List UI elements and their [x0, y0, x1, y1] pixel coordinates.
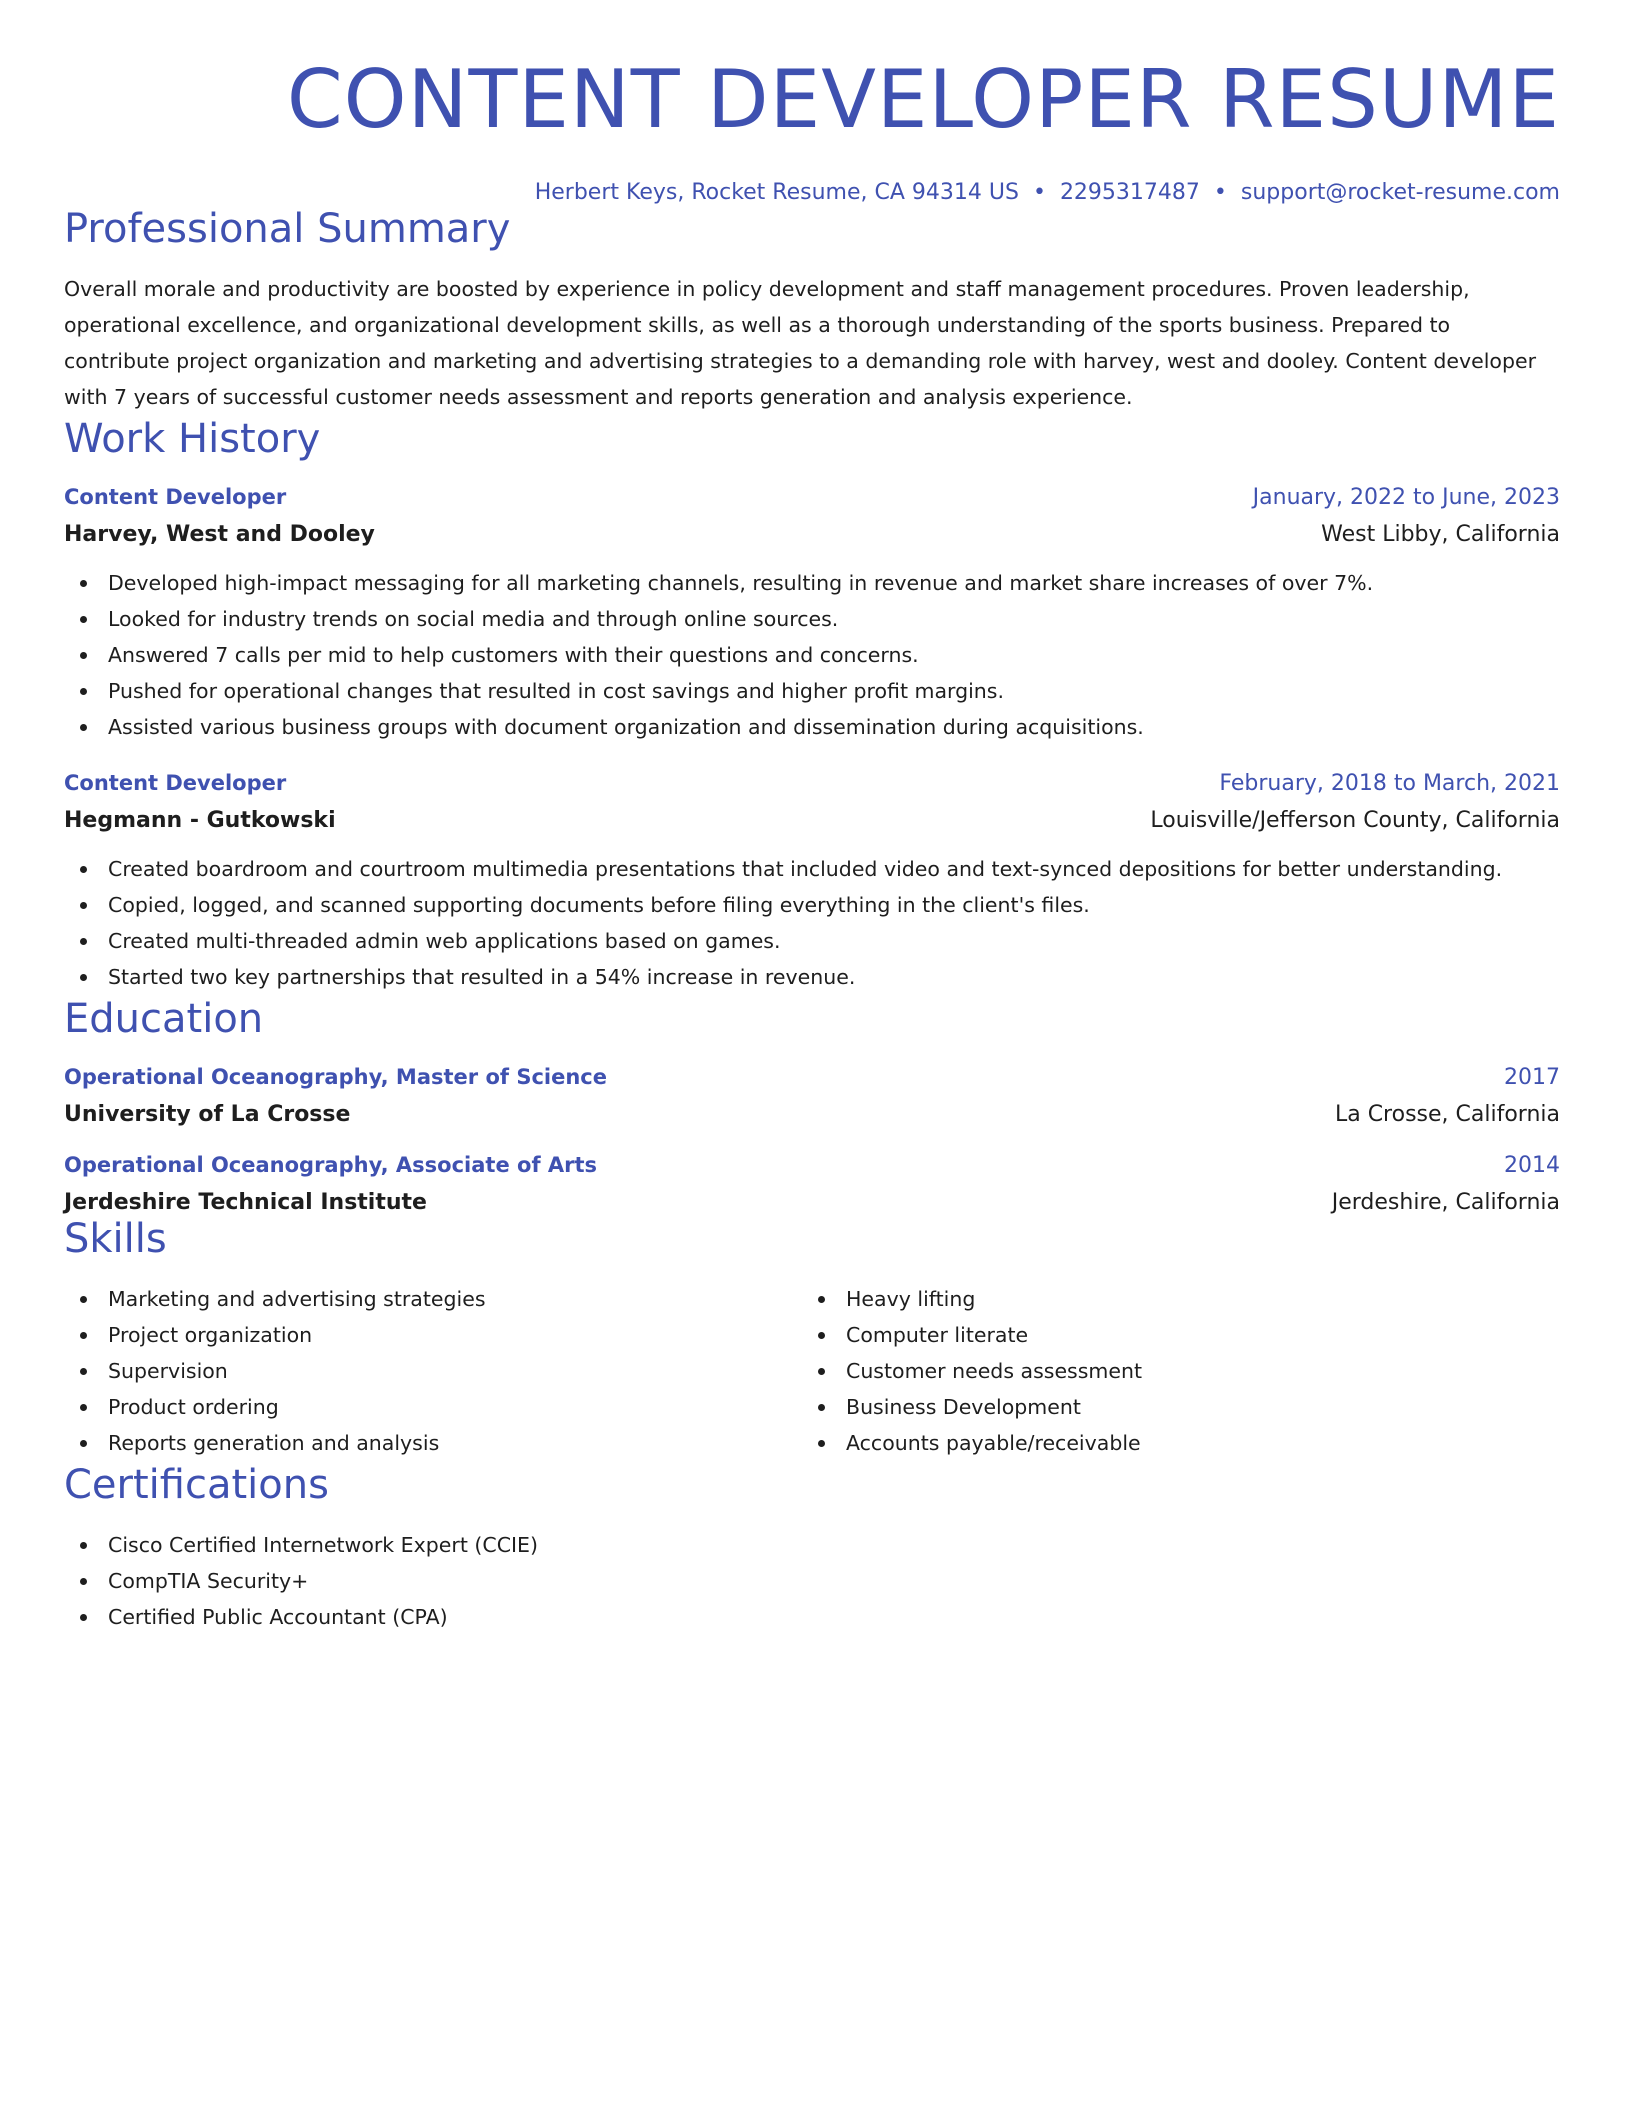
job-location: Louisville/Jefferson County, California	[1150, 808, 1560, 833]
list-item: Computer literate	[802, 1317, 1540, 1353]
job-bullets	[64, 851, 1560, 995]
summary-text: Overall morale and productivity are boosted by experience in policy development and staff management procedures. Proven leadership, operational excellence, and organizational development skills, as well as a thorough understanding of the sports business. Prepared to contribute project organization and marketing and advertising strategies to a demanding role with harvey, west and dooley. Content developer with 7 years of successful customer needs assessment and reports generation and analysis experience.	[64, 277, 1537, 409]
education-school: Jerdeshire Technical Institute	[64, 1190, 427, 1215]
section-heading-education: Education	[64, 996, 264, 1042]
job-dates: January, 2022 to June, 2023	[1252, 485, 1560, 510]
contact-separator: •	[1213, 180, 1227, 205]
resume-title: CONTENT DEVELOPER RESUME	[286, 53, 1560, 146]
list-item: Pushed for operational changes that resulted in cost savings and higher profit margins.	[64, 673, 1560, 709]
contact-address: Herbert Keys, Rocket Resume, CA 94314 US	[534, 180, 1019, 205]
education-degree: Operational Oceanography, Master of Science	[64, 1065, 607, 1089]
education-entry	[64, 1065, 1560, 1127]
list-item: CompTIA Security+	[64, 1563, 1560, 1599]
education-school: University of La Crosse	[64, 1102, 351, 1127]
skills-list-right	[802, 1281, 1540, 1461]
list-item: Heavy lifting	[802, 1281, 1540, 1317]
list-item: Developed high-impact messaging for all marketing channels, resulting in revenue and market share increases of over 7%.	[64, 565, 1560, 601]
job-location: West Libby, California	[1321, 522, 1560, 547]
job-entry	[64, 771, 1560, 995]
job-dates: February, 2018 to March, 2021	[1219, 771, 1560, 796]
education-entry	[64, 1153, 1560, 1215]
list-item: Cisco Certified Internetwork Expert (CCIE)	[64, 1527, 1560, 1563]
contact-phone: 2295317487	[1059, 180, 1200, 205]
list-item: Assisted various business groups with document organization and dissemination during acquisitions.	[64, 709, 1560, 745]
list-item: Project organization	[64, 1317, 802, 1353]
job-company: Harvey, West and Dooley	[64, 522, 375, 547]
list-item: Created boardroom and courtroom multimedia presentations that included video and text-synced depositions for better understanding.	[64, 851, 1560, 887]
job-role: Content Developer	[64, 771, 287, 795]
education-year: 2014	[1504, 1153, 1560, 1178]
section-heading-certifications: Certifications	[64, 1462, 329, 1508]
education-degree: Operational Oceanography, Associate of Arts	[64, 1153, 598, 1177]
section-heading-skills: Skills	[64, 1216, 167, 1262]
section-heading-work: Work History	[64, 416, 321, 462]
list-item: Created multi-threaded admin web applications based on games.	[64, 923, 1560, 959]
list-item: Product ordering	[64, 1389, 802, 1425]
job-bullets	[64, 565, 1560, 745]
certifications-list	[64, 1527, 1560, 1635]
list-item: Customer needs assessment	[802, 1353, 1540, 1389]
list-item: Answered 7 calls per mid to help customers with their questions and concerns.	[64, 637, 1560, 673]
education-location: Jerdeshire, California	[1331, 1190, 1560, 1215]
list-item: Certified Public Accountant (CPA)	[64, 1599, 1560, 1635]
list-item: Supervision	[64, 1353, 802, 1389]
contact-separator: •	[1032, 180, 1046, 205]
list-item: Reports generation and analysis	[64, 1425, 802, 1461]
education-location: La Crosse, California	[1334, 1102, 1560, 1127]
list-item: Started two key partnerships that resulted in a 54% increase in revenue.	[64, 959, 1560, 995]
job-role: Content Developer	[64, 485, 287, 509]
list-item: Marketing and advertising strategies	[64, 1281, 802, 1317]
contact-line	[64, 180, 1560, 205]
list-item: Business Development	[802, 1389, 1540, 1425]
job-company: Hegmann - Gutkowski	[64, 808, 336, 833]
skills-list-left	[64, 1281, 802, 1461]
list-item: Looked for industry trends on social media and through online sources.	[64, 601, 1560, 637]
contact-email: support@rocket-resume.com	[1240, 180, 1560, 205]
job-entry	[64, 485, 1560, 745]
skills-columns	[64, 1281, 1560, 1461]
resume-page	[64, 0, 1560, 1635]
education-year: 2017	[1504, 1065, 1560, 1090]
list-item: Copied, logged, and scanned supporting documents before filing everything in the client's files.	[64, 887, 1560, 923]
section-heading-summary: Professional Summary	[64, 206, 511, 252]
list-item: Accounts payable/receivable	[802, 1425, 1540, 1461]
